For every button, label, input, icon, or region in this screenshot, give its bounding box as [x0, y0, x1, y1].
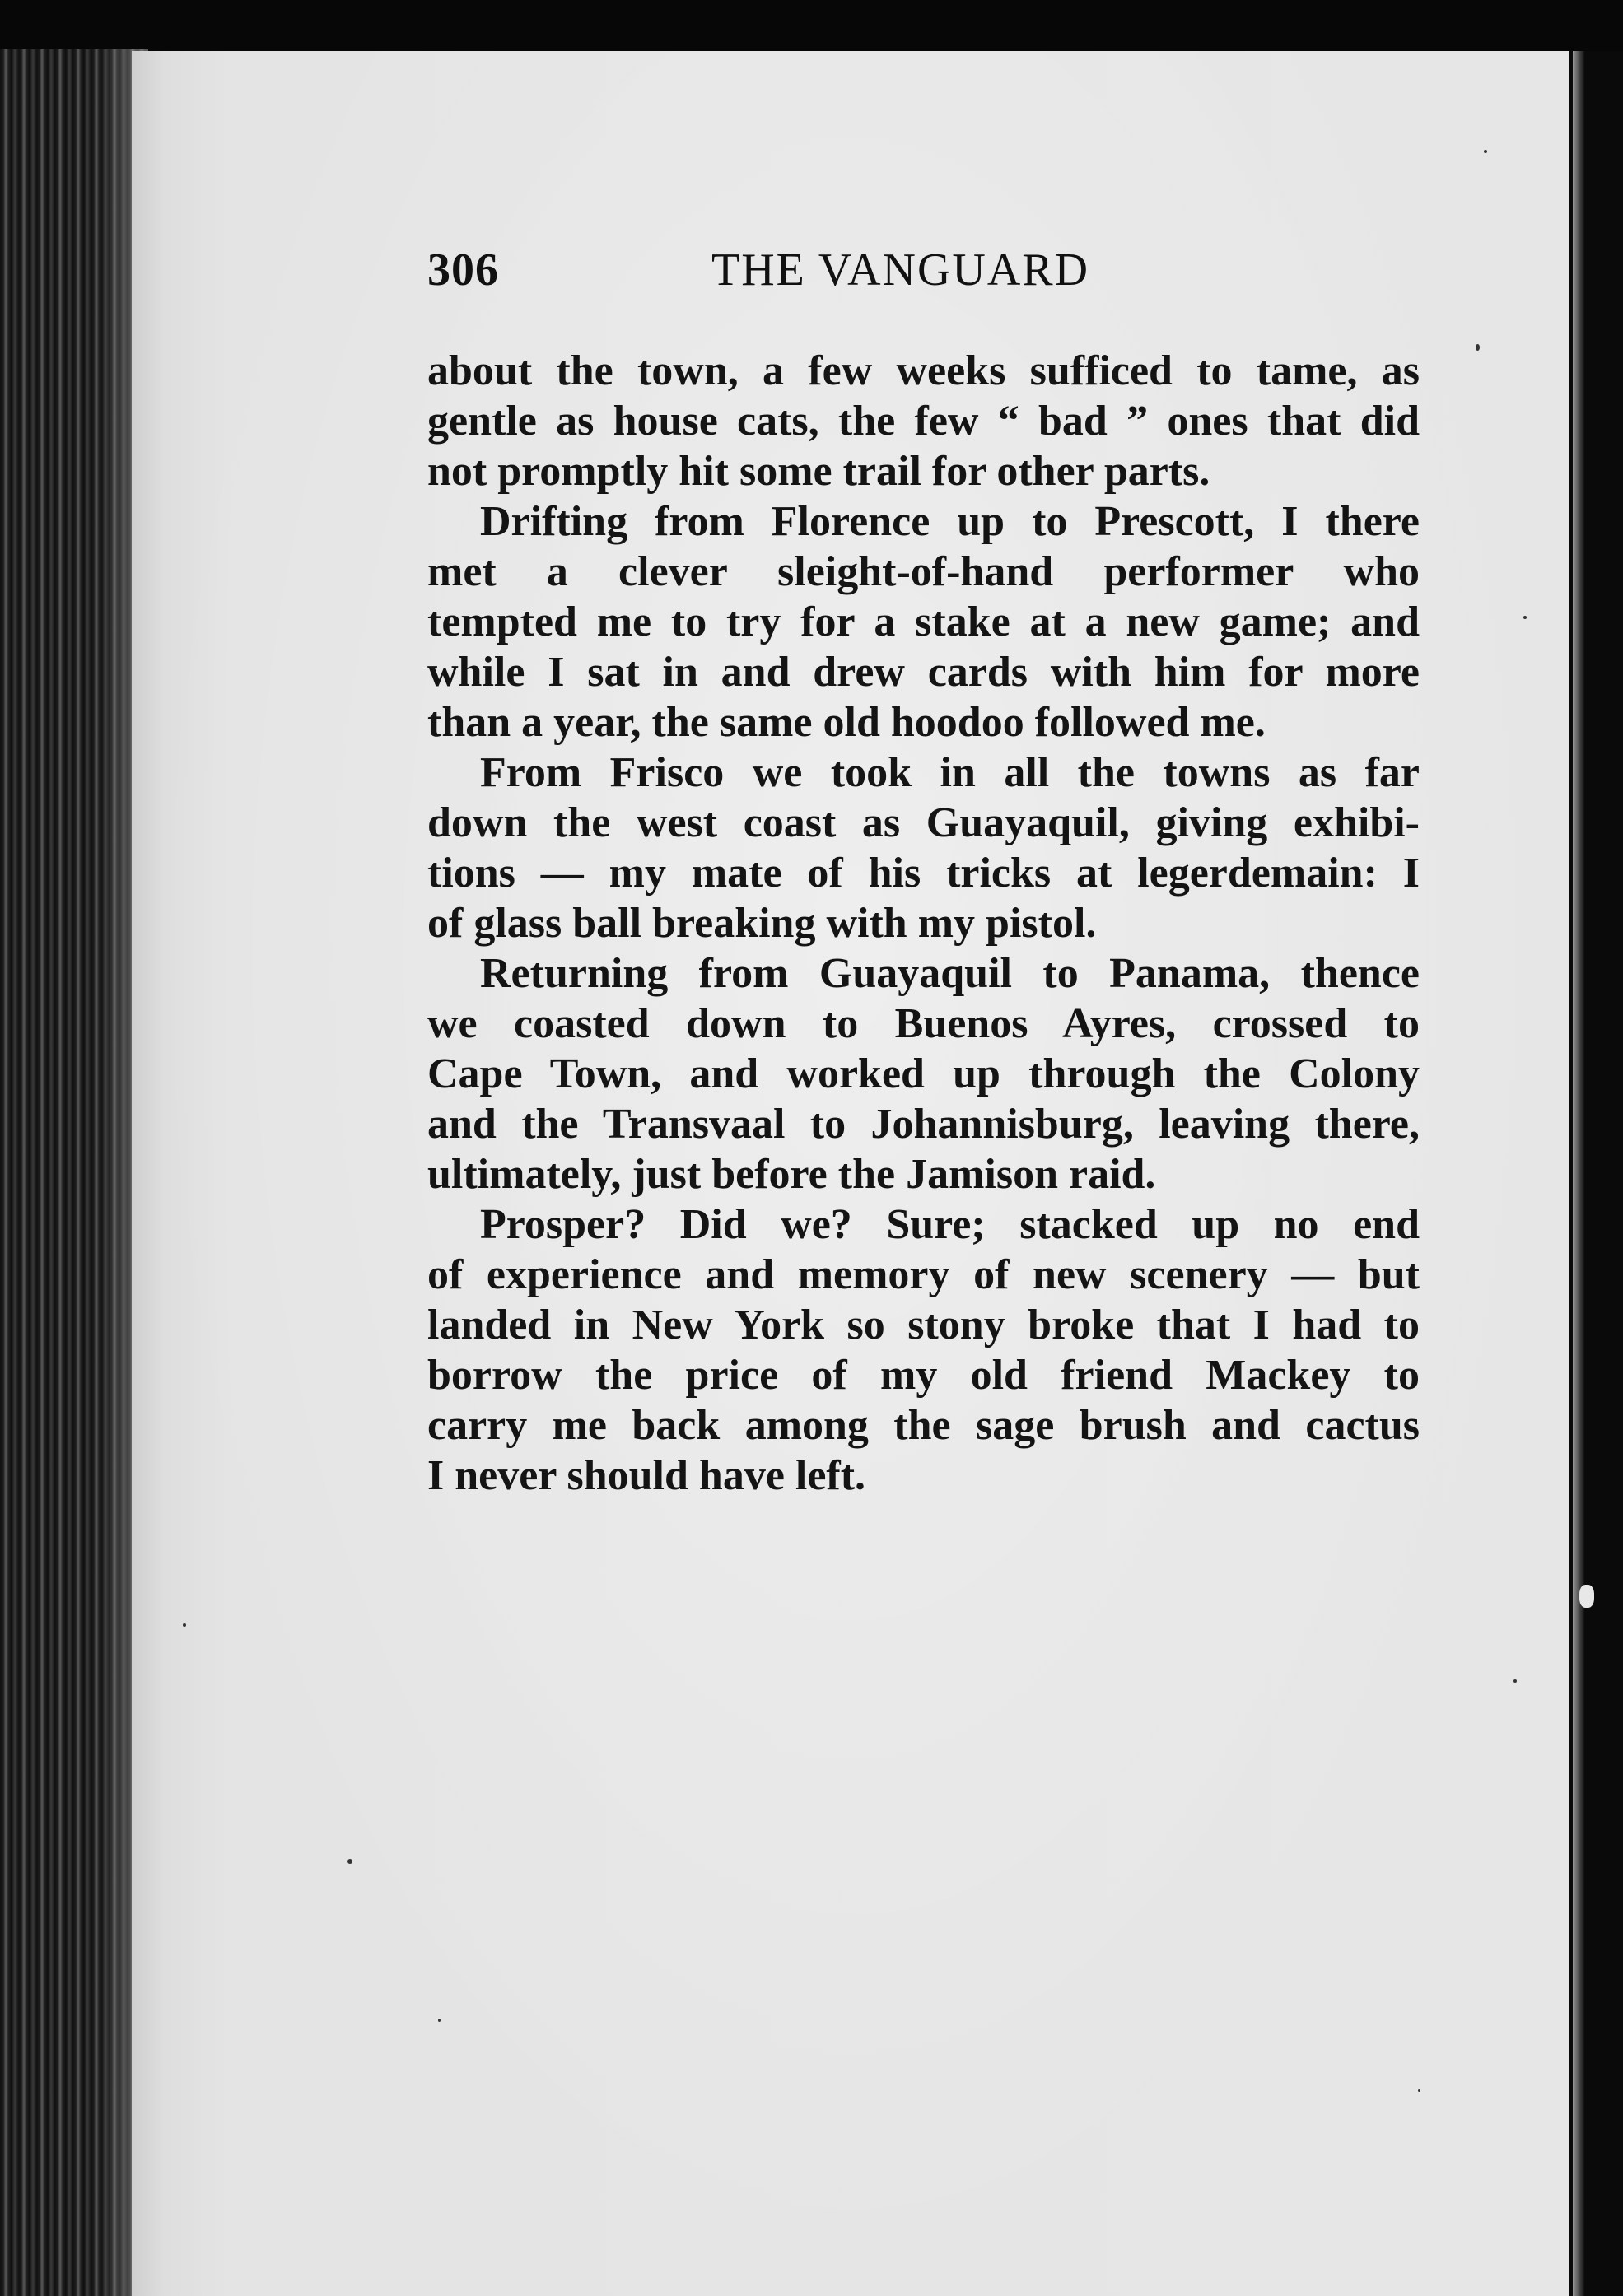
running-head: THE VANGUARD	[711, 245, 1090, 296]
scan-speck	[438, 2019, 441, 2022]
text-line: Prosper? Did we? Sure; stacked up no end	[480, 1201, 1420, 1248]
text-line: we coasted down to Buenos Ayres, crossed to	[427, 1000, 1420, 1047]
text-line: not promptly hit some trail for other parts.	[427, 448, 1210, 495]
text-line: ultimately, just before the Jamison raid.	[427, 1151, 1156, 1198]
text-line: I never should have left.	[427, 1452, 866, 1499]
text-line: about the town, a few weeks sufficed to tame, as	[427, 347, 1420, 394]
text-line: and the Transvaal to Johannisburg, leaving there,	[427, 1101, 1420, 1148]
text-line: gentle as house cats, the few “ bad ” ones that did	[427, 398, 1420, 445]
text-line: Cape Town, and worked up through the Colony	[427, 1050, 1420, 1097]
text-line: carry me back among the sage brush and cactus	[427, 1402, 1420, 1449]
text-line: Drifting from Florence up to Prescott, I there	[480, 498, 1420, 545]
text-line: borrow the price of my old friend Mackey to	[427, 1352, 1420, 1399]
text-line: tempted me to try for a stake at a new game; and	[427, 598, 1420, 645]
text-line: of experience and memory of new scenery — but	[427, 1251, 1420, 1298]
text-line: down the west coast as Guayaquil, giving exhibi-	[427, 799, 1420, 846]
scan-speck	[1484, 150, 1487, 153]
page-header	[427, 244, 1168, 310]
body-text	[427, 346, 1420, 1501]
text-line: than a year, the same old hoodoo followed me.	[427, 699, 1266, 746]
page-right-edge	[1573, 51, 1584, 2296]
text-line: landed in New York so stony broke that I had to	[427, 1302, 1420, 1348]
text-line: of glass ball breaking with my pistol.	[427, 900, 1097, 947]
text-line: while I sat in and drew cards with him for more	[427, 649, 1420, 696]
scan-speck	[1418, 2089, 1420, 2092]
text-line: Returning from Guayaquil to Panama, thence	[480, 950, 1420, 997]
scan-speck	[1523, 616, 1527, 619]
page-number: 306	[427, 245, 499, 296]
scan-speck	[1513, 1679, 1517, 1683]
text-line: met a clever sleight-of-hand performer who	[427, 548, 1420, 595]
page-edge-nick	[1579, 1585, 1594, 1608]
scan-speck	[347, 1859, 352, 1864]
text-line: From Frisco we took in all the towns as far	[480, 749, 1420, 796]
scan-speck	[183, 1623, 186, 1627]
text-line: tions — my mate of his tricks at legerdemain: I	[427, 850, 1420, 897]
scan-speck	[1476, 344, 1480, 351]
